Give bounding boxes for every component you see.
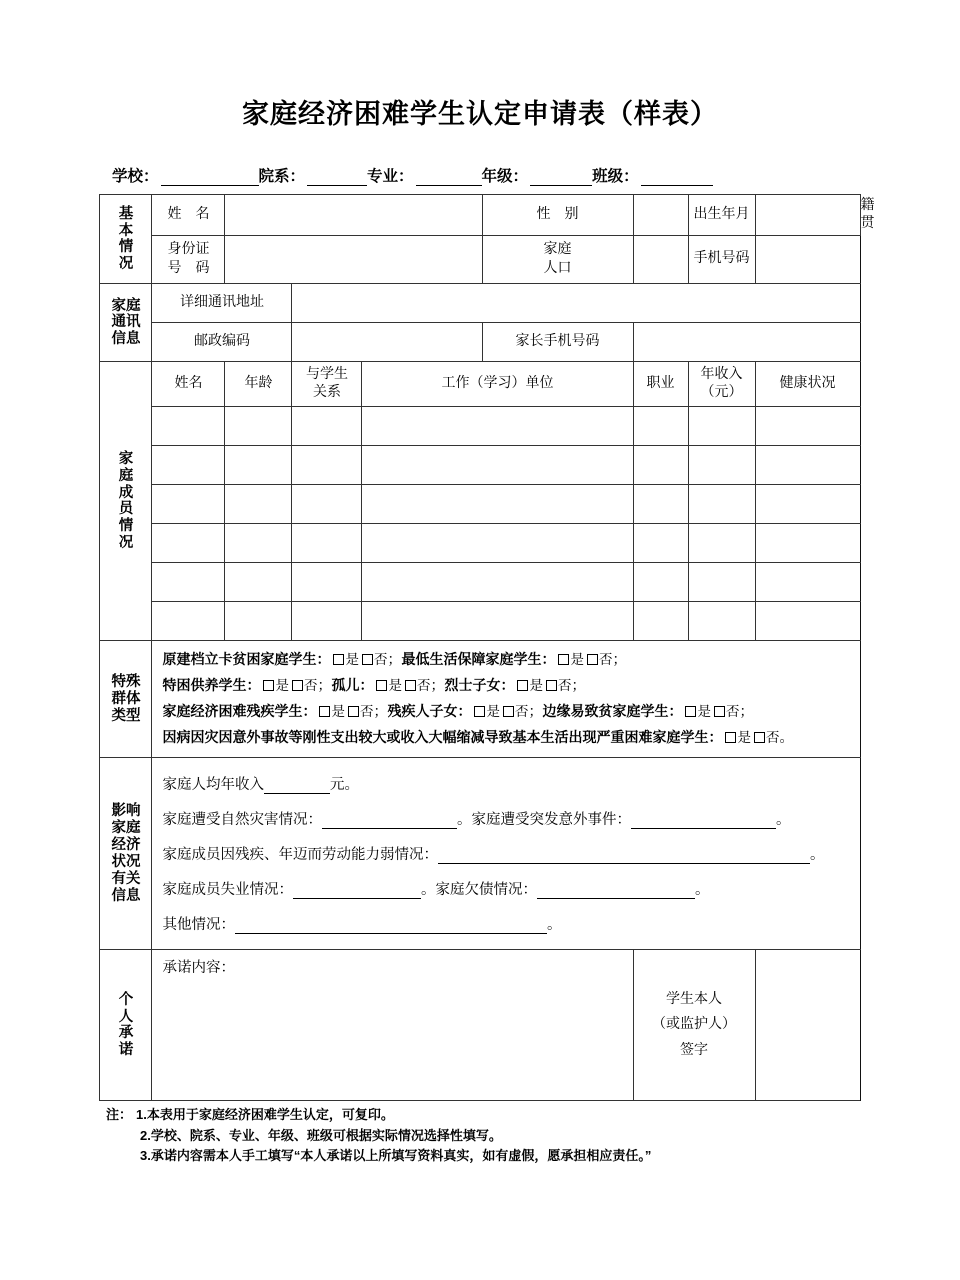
label-char: 基 [118,205,134,222]
checkbox-icon[interactable] [405,680,416,691]
economic-label-weak-labor: 家庭成员因残疾、年迈而劳动能力弱情况： [162,847,438,864]
cell-member-workplace[interactable] [362,446,633,485]
special-label-disabled-student: 家庭经济困难残疾学生： [162,703,317,720]
cell-member-age[interactable] [225,524,292,563]
economic-blank-unemployment[interactable] [293,885,421,899]
basic-info-label-stack [100,206,151,273]
option-yes[interactable]: 是 [331,704,345,720]
cell-member-age[interactable] [225,602,292,641]
economic-period: 。 [775,812,791,829]
label-parent-phone: 家长手机号码 [482,323,633,362]
cell-member-name[interactable] [152,407,225,446]
basic-info-row-1: 基 本 情 况 姓 名 性 别 出生年月 籍 贯 [100,195,860,236]
economic-label-natural-disaster: 家庭遭受自然灾害情况： [162,812,322,829]
separator: ； [571,679,586,695]
col-header-income-line1: 年收入 [700,366,743,382]
special-group-line-2 [162,673,853,699]
cell-member-relation[interactable] [292,485,362,524]
checkbox-icon[interactable] [376,680,387,691]
option-no[interactable]: 否 [725,704,740,720]
commitment-row [100,950,860,1101]
special-group-row [100,641,860,758]
cell-member-name[interactable] [152,563,225,602]
commitment-label-stack [100,992,151,1059]
label-char: 人 [118,1008,134,1025]
economic-blank-debt[interactable] [537,885,695,899]
signature-label-line3: 签字 [680,1043,708,1059]
label-detailed-address: 详细通讯地址 [152,284,292,323]
table-row [100,407,860,446]
economic-line-weak-labor [162,836,851,871]
separator: ； [430,679,445,695]
economic-period: 。 [809,847,825,864]
label-char: 影响 [111,803,141,820]
table-row [100,485,860,524]
economic-line-average-income [162,766,851,801]
separator: ； [387,653,402,669]
label-char: 家庭 [111,297,141,314]
special-group-lines [152,641,859,757]
separator: ； [739,705,754,721]
label-id-number-line2: 号 码 [167,260,210,276]
cell-member-health[interactable] [755,446,860,485]
label-postcode: 邮政编码 [152,323,292,362]
footer-note-tag: 注： [106,1107,133,1123]
contact-info-label-stack [100,298,151,348]
option-yes[interactable]: 是 [388,678,402,694]
header-blank-major[interactable] [416,171,482,186]
label-char: 庭 [118,467,134,484]
header-fields-row [0,130,960,186]
cell-member-name[interactable] [152,485,225,524]
field-gender-value[interactable] [633,195,688,236]
footer-note-3: 3.承诺内容需本人手工填写“本人承诺以上所填写资料真实，如有虚假，愿承担相应责任。” [140,1147,652,1163]
option-yes[interactable]: 是 [275,678,289,694]
cell-member-relation[interactable] [292,446,362,485]
option-yes[interactable]: 是 [737,730,751,746]
cell-member-health[interactable] [755,485,860,524]
option-no[interactable]: 否 [514,704,529,720]
table-row [100,524,860,563]
page-title: 家庭经济困难学生认定申请表（样表） [242,99,718,129]
economic-blank-natural-disaster[interactable] [322,815,457,829]
economic-blank-accident[interactable] [631,815,776,829]
signature-label-cell [633,950,755,1101]
option-yes[interactable]: 是 [345,652,359,668]
checkbox-icon[interactable] [685,706,696,717]
header-label-grade: 年级： [481,168,529,186]
checkbox-icon[interactable] [362,654,373,665]
separator: ； [528,705,543,721]
economic-label-accident: 。家庭遭受突发意外事件： [456,812,631,829]
label-char: 有关 [111,870,141,887]
economic-label-debt: 。家庭欠债情况： [420,882,537,899]
cell-member-health[interactable] [755,602,860,641]
label-family-population [482,236,633,284]
economic-info-content [152,758,860,950]
signature-label-line1: 学生本人 [666,991,722,1007]
signature-label-line2: （或监护人） [652,1017,736,1033]
header-field-major [367,164,482,186]
col-header-workplace: 工作（学习）单位 [362,362,633,407]
label-char: 类型 [111,707,141,724]
special-group-content [152,641,860,758]
section-label-contact-info [100,284,152,362]
economic-line-disaster [162,801,851,836]
option-yes[interactable]: 是 [529,678,543,694]
field-mobile-phone-value[interactable] [755,236,860,284]
header-label-department: 院系： [258,168,306,186]
label-char: 经济 [111,837,141,854]
label-id-number-line1: 身份证 [167,242,210,257]
special-label-marginal-poverty: 边缘易致贫家庭学生： [542,703,683,720]
cell-member-health[interactable] [755,524,860,563]
cell-member-income[interactable] [688,524,755,563]
table-row [100,446,860,485]
table-row [100,563,860,602]
economic-label-unemployment: 家庭成员失业情况： [162,882,293,899]
checkbox-icon[interactable] [292,680,303,691]
col-header-relation-line2: 关系 [312,385,341,401]
footer-note-2: 2.学校、院系、专业、年级、班级可根据实际情况选择性填写。 [140,1127,502,1143]
header-field-class [592,164,713,186]
economic-info-row [100,758,860,950]
label-char: 特殊 [111,674,141,691]
header-blank-grade[interactable] [530,171,592,186]
checkbox-icon[interactable] [558,654,569,665]
label-char: 况 [118,256,134,273]
label-id-number [152,236,225,284]
checkbox-icon[interactable] [333,654,344,665]
special-label-min-subsistence: 最低生活保障家庭学生： [401,651,556,668]
footer-note-1: 1.本表用于家庭经济困难学生认定，可复印。 [136,1107,394,1123]
col-header-annual-income [688,362,755,407]
label-char: 情 [118,239,134,256]
checkbox-icon[interactable] [263,680,274,691]
label-char: 家庭 [111,820,141,837]
special-label-disabled-parent-child: 残疾人子女： [387,703,472,720]
cell-member-name[interactable] [152,446,225,485]
header-field-grade [482,164,593,186]
cell-member-income[interactable] [688,485,755,524]
checkbox-icon[interactable] [319,706,330,717]
section-label-economic-info [100,758,152,950]
field-birth-date-value[interactable] [755,195,860,236]
economic-info-lines [152,758,859,949]
economic-period: 。 [546,917,562,934]
cell-member-income[interactable] [688,563,755,602]
cell-member-income[interactable] [688,602,755,641]
col-header-relation-line1: 与学生 [305,366,348,382]
option-yes[interactable]: 是 [697,704,711,720]
special-group-label-stack [100,674,151,724]
cell-member-age[interactable] [225,485,292,524]
label-char: 状况 [111,853,141,870]
option-no[interactable]: 否 [557,678,572,694]
economic-unit-yuan: 元。 [329,777,359,794]
field-family-population-value[interactable] [633,236,688,284]
label-char: 通讯 [111,314,141,331]
footer-note-1-wrap [106,1105,860,1125]
checkbox-icon[interactable] [517,680,528,691]
economic-label-other: 其他情况： [162,917,235,934]
section-label-basic-info [100,195,152,284]
header-blank-department[interactable] [307,171,367,186]
economic-blank-other[interactable] [235,920,547,934]
cell-member-workplace[interactable] [362,524,633,563]
cell-member-occupation[interactable] [633,485,688,524]
family-members-header-row [100,362,860,407]
col-header-member-relation [292,362,362,407]
cell-member-occupation[interactable] [633,524,688,563]
checkbox-icon[interactable] [348,706,359,717]
cell-member-relation[interactable] [292,602,362,641]
label-char: 群体 [111,690,141,707]
special-group-line-4 [162,725,853,751]
label-birth-date: 出生年月 [688,195,755,236]
col-header-member-age: 年龄 [225,362,292,407]
special-group-line-3 [162,699,853,725]
checkbox-icon[interactable] [725,732,736,743]
label-char: 信息 [111,331,141,348]
option-no[interactable]: 否 [765,730,780,746]
label-gender: 性 别 [482,195,633,236]
header-label-major: 专业： [367,168,414,186]
field-name-value[interactable] [225,195,482,236]
cell-member-relation[interactable] [292,524,362,563]
option-no[interactable]: 否 [598,652,613,668]
header-label-class: 班级： [592,168,639,186]
option-no[interactable]: 否 [303,678,318,694]
family-members-label-stack [100,451,151,552]
col-header-member-name: 姓名 [152,362,225,407]
signature-value-cell[interactable] [755,950,860,1101]
label-char: 成 [118,484,134,501]
cell-member-workplace[interactable] [362,485,633,524]
separator: 。 [779,731,794,747]
application-form-table [99,194,889,1101]
special-label-rigid-expense: 因病因灾因意外事故等刚性支出较大或收入大幅缩减导致基本生活出现严重困难家庭学生： [162,729,723,746]
label-char: 承 [118,1025,134,1042]
separator: ； [373,705,388,721]
cell-member-income[interactable] [688,407,755,446]
label-mobile-phone: 手机号码 [688,236,755,284]
label-char: 家 [118,450,134,467]
checkbox-icon[interactable] [546,680,557,691]
commitment-content-label: 承诺内容： [162,960,235,977]
contact-info-row-1 [100,284,860,323]
checkbox-icon[interactable] [714,706,725,717]
checkbox-icon[interactable] [474,706,485,717]
economic-label-average-income: 家庭人均年收入 [162,777,264,794]
cell-member-age[interactable] [225,407,292,446]
label-char: 本 [118,222,134,239]
cell-member-health[interactable] [755,407,860,446]
section-label-special-group [100,641,152,758]
cell-member-age[interactable] [225,446,292,485]
checkbox-icon[interactable] [754,732,765,743]
label-char: 况 [118,535,134,552]
header-field-department [259,164,368,186]
cell-member-occupation[interactable] [633,407,688,446]
label-family-population-line1: 家庭 [543,242,572,257]
label-char: 情 [118,518,134,535]
economic-blank-weak-labor[interactable] [438,850,810,864]
header-blank-school[interactable] [161,171,259,186]
cell-member-relation[interactable] [292,407,362,446]
option-yes[interactable]: 是 [570,652,584,668]
cell-member-occupation[interactable] [633,446,688,485]
basic-info-row-2 [100,236,860,284]
economic-line-other [162,906,851,941]
special-group-line-1 [162,647,853,673]
option-yes[interactable]: 是 [486,704,500,720]
checkbox-icon[interactable] [503,706,514,717]
col-header-income-line2: （元） [700,385,743,401]
checkbox-icon[interactable] [587,654,598,665]
label-char: 员 [118,501,134,518]
label-char: 信息 [111,887,141,904]
commitment-content-cell[interactable] [152,950,633,1101]
contact-info-row-2 [100,323,860,362]
header-field-school [112,164,259,186]
option-no[interactable]: 否 [373,652,388,668]
option-no[interactable]: 否 [359,704,374,720]
header-label-school: 学校： [112,168,159,186]
section-label-commitment [100,950,152,1101]
field-detailed-address-value[interactable] [292,284,860,323]
special-label-filed-poor: 原建档立卡贫困家庭学生： [162,651,331,668]
cell-member-occupation[interactable] [633,563,688,602]
separator: ； [317,679,332,695]
economic-period: 。 [694,882,710,899]
cell-member-health[interactable] [755,563,860,602]
separator: ； [612,653,627,669]
header-blank-class[interactable] [641,171,713,186]
economic-info-label-stack [100,803,151,904]
section-label-family-members [100,362,152,641]
col-header-occupation: 职业 [633,362,688,407]
table-row [100,602,860,641]
cell-member-income[interactable] [688,446,755,485]
field-parent-phone-value[interactable] [633,323,860,362]
cell-member-workplace[interactable] [362,563,633,602]
cell-member-occupation[interactable] [633,602,688,641]
cell-member-workplace[interactable] [362,602,633,641]
label-char: 个 [118,991,134,1008]
footer-notes [100,1105,860,1165]
label-name: 姓 名 [152,195,225,236]
special-label-martyr-child: 烈士子女： [444,677,515,694]
special-label-extreme-poverty: 特困供养学生： [162,677,261,694]
special-label-orphan: 孤儿： [331,677,374,694]
economic-line-unemployment [162,871,851,906]
field-id-number-value[interactable] [225,236,482,284]
cell-member-relation[interactable] [292,563,362,602]
option-no[interactable]: 否 [416,678,431,694]
field-postcode-value[interactable] [292,323,482,362]
economic-blank-average-income[interactable] [264,780,330,794]
cell-member-age[interactable] [225,563,292,602]
cell-member-name[interactable] [152,602,225,641]
label-family-population-line2: 人口 [543,260,572,276]
col-header-health-status: 健康状况 [755,362,860,407]
label-char: 诺 [118,1042,134,1059]
cell-member-workplace[interactable] [362,407,633,446]
cell-member-name[interactable] [152,524,225,563]
